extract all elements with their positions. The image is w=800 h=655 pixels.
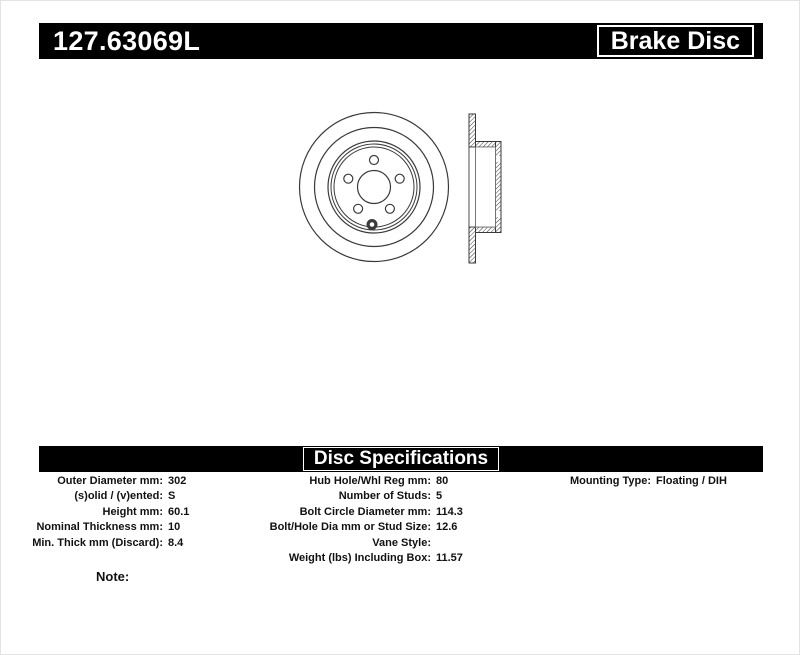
outer-diameter-circle <box>300 113 449 262</box>
spec-section-title: Disc Specifications <box>313 448 489 469</box>
section-friction-ring-middle <box>469 147 476 227</box>
spec-label: (s)olid / (v)ented: <box>74 490 163 503</box>
center-hub-hole <box>358 171 391 204</box>
spec-row-height <box>31 504 189 520</box>
spec-value: 10 <box>168 521 181 534</box>
section-stud-hole <box>496 156 500 162</box>
section-friction-ring-top <box>469 114 476 147</box>
product-title: Brake Disc <box>610 26 740 55</box>
part-number: 127.63069L <box>53 25 201 56</box>
spec-label: Nominal Thickness mm: <box>36 521 163 534</box>
spec-label: Outer Diameter mm: <box>57 474 163 487</box>
section-stud-hole <box>496 211 500 217</box>
stud-hole <box>385 204 394 213</box>
hat-outer-circle <box>328 141 420 233</box>
spec-row-hub-hole <box>263 473 463 489</box>
spec-row-weight <box>263 551 463 567</box>
spec-row-vane-style <box>263 535 463 551</box>
spec-value: Floating / DIH <box>656 474 727 487</box>
section-friction-ring-bottom <box>469 227 476 263</box>
spec-value: 302 <box>168 474 187 487</box>
note-label: Note: <box>96 569 130 584</box>
spec-row-bolt-hole-dia <box>263 520 463 536</box>
stud-hole <box>370 156 379 165</box>
spec-value: 5 <box>436 490 443 503</box>
section-hat-interior <box>476 147 496 227</box>
spec-value: 114.3 <box>436 505 463 518</box>
spec-value: S <box>168 490 176 503</box>
spec-row-number-of-studs <box>263 489 463 505</box>
spec-label: Height mm: <box>102 505 163 518</box>
spec-row-outer-diameter <box>31 473 189 489</box>
header-bar <box>39 23 763 59</box>
spec-value: 8.4 <box>168 536 184 549</box>
spec-label: Bolt Circle Diameter mm: <box>299 505 431 518</box>
spec-column-middle <box>263 473 463 566</box>
spec-section-header-bar <box>39 446 763 472</box>
brake-disc-technical-drawing <box>281 94 516 276</box>
spec-row-nominal-thickness <box>31 520 189 536</box>
spec-column-left <box>31 473 189 551</box>
spec-label: Vane Style: <box>372 536 431 549</box>
spec-value: 12.6 <box>436 521 458 534</box>
product-title-box <box>597 25 754 57</box>
stud-hole <box>395 174 404 183</box>
hat-middle-circle <box>331 144 417 230</box>
spec-label: Min. Thick mm (Discard): <box>32 536 163 549</box>
spec-row-mounting-type <box>546 473 727 489</box>
stud-hole <box>354 204 363 213</box>
spec-label: Bolt/Hole Dia mm or Stud Size: <box>269 521 431 534</box>
spec-value: 80 <box>436 474 449 487</box>
brake-disc-cross-section <box>469 114 501 263</box>
spec-label: Number of Studs: <box>338 490 431 503</box>
spec-column-right <box>546 473 727 489</box>
spec-value: 60.1 <box>168 505 190 518</box>
section-hat-mounting-face <box>496 142 502 233</box>
spec-label: Weight (lbs) Including Box: <box>288 552 431 565</box>
spec-label: Mounting Type: <box>569 474 651 487</box>
spec-row-min-thickness <box>31 535 189 551</box>
spec-row-bolt-circle-diameter <box>263 504 463 520</box>
brake-disc-front-view <box>300 113 449 262</box>
stud-hole <box>344 174 353 183</box>
spec-section-title-box <box>303 447 499 471</box>
spec-value: 11.57 <box>436 552 463 565</box>
spec-row-solid-vented <box>31 489 189 505</box>
hat-inner-circle <box>334 147 414 227</box>
set-screw-hole-center <box>370 222 375 227</box>
spec-label: Hub Hole/Whl Reg mm: <box>309 474 431 487</box>
